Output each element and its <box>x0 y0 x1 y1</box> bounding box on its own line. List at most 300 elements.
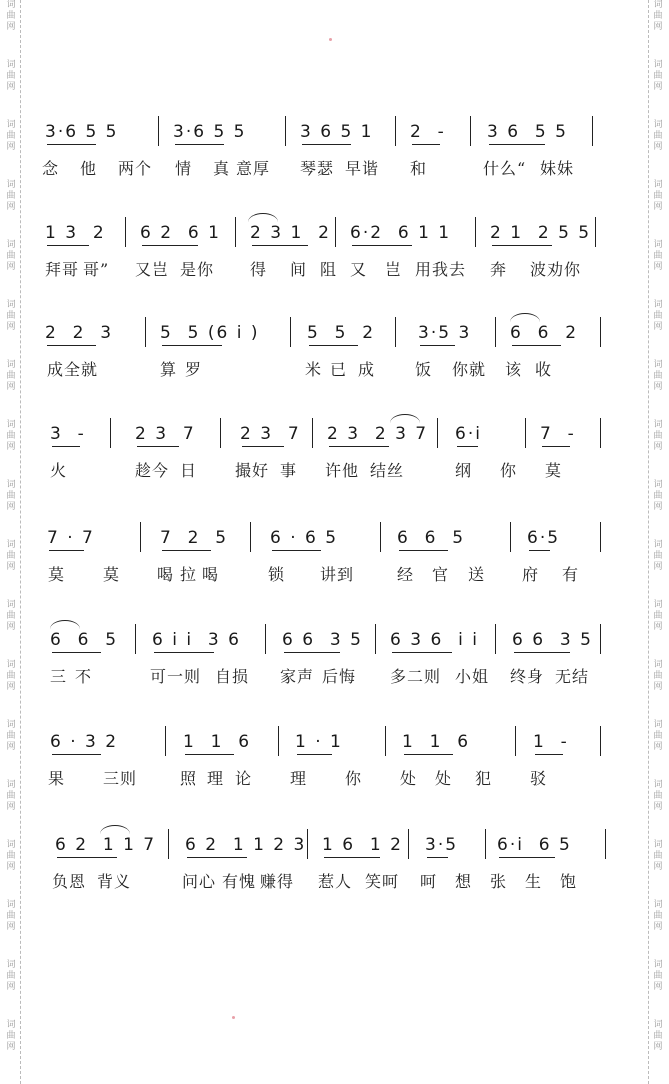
beam-underline <box>47 144 96 145</box>
measure-notes: 3 6 5 1 <box>300 122 374 142</box>
beam-underline <box>47 345 96 346</box>
watermark-char: 网 <box>6 682 16 692</box>
measure-notes: 6·2 6 1 1 <box>350 223 452 243</box>
watermark-char: 词 <box>6 600 16 610</box>
beam-underline <box>142 245 198 246</box>
beam-underline <box>187 857 247 858</box>
watermark-char: 词 <box>653 1020 663 1030</box>
lyric-word: 呵 <box>420 872 438 891</box>
lyric-word: 算 <box>160 360 178 379</box>
watermark-char: 词 <box>6 60 16 70</box>
lyric-word: 情 <box>175 159 193 178</box>
barline <box>592 116 593 146</box>
beam-underline <box>324 857 380 858</box>
watermark-char: 曲 <box>653 311 663 321</box>
measure-notes: 6 2 1 1 2 3 <box>185 835 307 855</box>
lyric-word: 经 <box>397 565 415 584</box>
watermark-char: 词 <box>6 0 16 10</box>
lyric-word: 岂 <box>385 260 403 279</box>
watermark-char: 词 <box>653 180 663 190</box>
lyric-word: 后悔 <box>322 667 357 686</box>
lyric-word: 问心 <box>182 872 217 891</box>
lyric-word: 和 <box>410 159 428 178</box>
lyric-word: 莫 <box>545 461 563 480</box>
lyric-word: 照 <box>180 769 198 788</box>
barline <box>220 418 221 448</box>
barline <box>380 522 381 552</box>
measure-notes: 5 5 (6 i ) <box>160 323 260 343</box>
watermark-char: 网 <box>653 622 663 632</box>
watermark-char: 曲 <box>6 371 16 381</box>
measure-notes: 6·5 <box>527 528 561 548</box>
watermark-char: 网 <box>653 682 663 692</box>
beam-underline <box>427 857 448 858</box>
watermark-char: 曲 <box>6 611 16 621</box>
measure-notes: 6 3 6 i i <box>390 630 479 650</box>
beam-underline <box>512 345 561 346</box>
lyric-word: 意厚 <box>236 159 271 178</box>
watermark-char: 曲 <box>6 791 16 801</box>
measure-notes: 7 · 7 <box>47 528 95 548</box>
lyric-word: 喝 <box>157 565 175 584</box>
barline <box>515 726 516 756</box>
lyric-word: 哥” <box>83 260 110 279</box>
lyric-word: 米 <box>305 360 323 379</box>
lyric-word: 送 <box>468 565 486 584</box>
watermark-char: 曲 <box>653 131 663 141</box>
lyric-word: 趁今 <box>135 461 170 480</box>
watermark-char: 词 <box>6 360 16 370</box>
beam-underline <box>52 652 101 653</box>
watermark-char: 词 <box>6 840 16 850</box>
notes-staff <box>0 223 669 249</box>
barline <box>395 116 396 146</box>
barline <box>312 418 313 448</box>
notes-staff <box>0 424 669 450</box>
watermark-char: 网 <box>653 142 663 152</box>
measure-notes: 2 3 7 <box>135 424 196 444</box>
watermark-char: 词 <box>653 600 663 610</box>
lyric-word: 犯 <box>475 769 493 788</box>
lyric-word: 莫 <box>103 565 121 584</box>
barline <box>158 116 159 146</box>
lyric-word: 讲到 <box>320 565 355 584</box>
barline <box>290 317 291 347</box>
watermark-char: 词 <box>653 780 663 790</box>
watermark-char: 曲 <box>6 71 16 81</box>
notes-staff <box>0 835 669 861</box>
beam-underline <box>49 550 84 551</box>
measure-notes: 6 6 3 5 <box>282 630 363 650</box>
lyric-word: 念 <box>42 159 60 178</box>
lyric-word: 拉 <box>180 565 198 584</box>
measure-notes: 1 6 1 2 <box>322 835 403 855</box>
barline <box>495 317 496 347</box>
watermark-char: 词 <box>653 0 663 10</box>
barline <box>395 317 396 347</box>
lyric-word: 纲 <box>455 461 473 480</box>
beam-underline <box>499 857 555 858</box>
watermark-char: 曲 <box>653 71 663 81</box>
beam-underline <box>242 446 284 447</box>
watermark-char: 网 <box>6 82 16 92</box>
watermark-char: 词 <box>653 360 663 370</box>
lyric-word: 锁 <box>268 565 286 584</box>
beam-underline <box>52 754 101 755</box>
lyric-word: 波劝你 <box>530 260 582 279</box>
watermark-char: 词 <box>6 480 16 490</box>
watermark-char: 网 <box>6 202 16 212</box>
lyric-word: 饭 <box>415 360 433 379</box>
watermark-char: 词 <box>653 120 663 130</box>
beam-underline <box>52 446 80 447</box>
lyric-word: 喝 <box>202 565 220 584</box>
beam-underline <box>284 652 340 653</box>
beam-underline <box>309 345 358 346</box>
beam-underline <box>154 652 214 653</box>
barline <box>600 418 601 448</box>
lyric-word: 想 <box>455 872 473 891</box>
watermark-char: 词 <box>653 420 663 430</box>
beam-underline <box>175 144 224 145</box>
watermark-char: 词 <box>6 960 16 970</box>
barline <box>600 726 601 756</box>
lyric-word: 许他 <box>325 461 360 480</box>
lyric-word: 笑呵 <box>365 872 400 891</box>
lyric-word: 他 <box>80 159 98 178</box>
beam-underline <box>162 345 222 346</box>
measure-notes: 6 · 6 5 <box>270 528 339 548</box>
barline <box>125 217 126 247</box>
watermark-char: 词 <box>6 120 16 130</box>
beam-underline <box>392 652 452 653</box>
watermark-char: 网 <box>6 562 16 572</box>
barline <box>265 624 266 654</box>
lyric-word: 琴瑟 <box>300 159 335 178</box>
slur <box>510 313 540 322</box>
watermark-char: 词 <box>653 900 663 910</box>
barline <box>408 829 409 859</box>
notes-staff <box>0 122 669 148</box>
lyric-word: 可一则 <box>150 667 202 686</box>
watermark-char: 网 <box>653 742 663 752</box>
barline <box>168 829 169 859</box>
watermark-char: 网 <box>6 622 16 632</box>
measure-notes: 3 - <box>50 424 86 444</box>
lyric-word: 事 <box>280 461 298 480</box>
watermark-char: 曲 <box>653 11 663 21</box>
slur <box>100 825 130 834</box>
watermark-char: 曲 <box>653 911 663 921</box>
lyric-word: 收 <box>535 360 553 379</box>
barline <box>605 829 606 859</box>
barline <box>525 418 526 448</box>
watermark-char: 曲 <box>6 251 16 261</box>
barline <box>110 418 111 448</box>
lyric-word: 处 <box>435 769 453 788</box>
watermark-char: 网 <box>653 442 663 452</box>
watermark-char: 曲 <box>653 491 663 501</box>
barline <box>385 726 386 756</box>
measure-notes: 3·6 5 5 <box>173 122 247 142</box>
measure-notes: 6·i 6 5 <box>497 835 572 855</box>
watermark-char: 网 <box>653 802 663 812</box>
beam-underline <box>329 446 389 447</box>
watermark-char: 网 <box>653 322 663 332</box>
barline <box>437 418 438 448</box>
lyric-word: 罗 <box>185 360 203 379</box>
measure-notes: 1 1 6 <box>183 732 252 752</box>
lyric-word: 家声 <box>280 667 315 686</box>
measure-notes: 1 - <box>533 732 569 752</box>
lyric-word: 间 <box>290 260 308 279</box>
lyric-word: 早谐 <box>345 159 380 178</box>
slur <box>390 414 420 423</box>
beam-underline <box>272 550 321 551</box>
measure-notes: 3·5 3 <box>418 323 472 343</box>
watermark-char: 词 <box>653 240 663 250</box>
lyric-word: 你 <box>345 769 363 788</box>
barline <box>485 829 486 859</box>
watermark-char: 曲 <box>653 671 663 681</box>
lyric-word: 官 <box>432 565 450 584</box>
measure-notes: 7 2 5 <box>160 528 229 548</box>
lyric-word: 背义 <box>97 872 132 891</box>
measure-notes: 3·6 5 5 <box>45 122 119 142</box>
watermark-char: 网 <box>6 322 16 332</box>
barline <box>510 522 511 552</box>
lyric-word: 论 <box>235 769 253 788</box>
lyric-word: 驳 <box>530 769 548 788</box>
barline <box>600 624 601 654</box>
watermark-char: 曲 <box>653 611 663 621</box>
watermark-char: 词 <box>6 780 16 790</box>
lyric-word: 火 <box>50 461 68 480</box>
lyric-word: 用我去 <box>415 260 467 279</box>
lyric-word: 成全就 <box>47 360 99 379</box>
watermark-char: 曲 <box>6 671 16 681</box>
measure-notes: 7 - <box>540 424 576 444</box>
measure-notes: 6·i <box>455 424 482 444</box>
watermark-char: 网 <box>653 862 663 872</box>
barline <box>495 624 496 654</box>
barline <box>235 217 236 247</box>
measure-notes: 5 5 2 <box>307 323 376 343</box>
watermark-char: 网 <box>6 142 16 152</box>
lyric-word: 处 <box>400 769 418 788</box>
lyric-word: 三 <box>50 667 68 686</box>
watermark-char: 词 <box>653 540 663 550</box>
lyric-word: 拜哥 <box>45 260 80 279</box>
watermark-char: 曲 <box>6 431 16 441</box>
watermark-char: 网 <box>6 802 16 812</box>
watermark-char: 网 <box>653 562 663 572</box>
watermark-char: 曲 <box>6 551 16 561</box>
watermark-char: 词 <box>6 900 16 910</box>
measure-notes: 1 3 2 <box>45 223 106 243</box>
beam-underline <box>492 245 552 246</box>
watermark-char: 网 <box>653 982 663 992</box>
barline <box>285 116 286 146</box>
watermark-char: 曲 <box>6 131 16 141</box>
watermark-char: 网 <box>6 742 16 752</box>
beam-underline <box>535 754 563 755</box>
lyric-word: 饱 <box>560 872 578 891</box>
watermark-char: 曲 <box>6 911 16 921</box>
watermark-char: 网 <box>6 442 16 452</box>
lyric-word: 终身 <box>510 667 545 686</box>
beam-underline <box>404 754 453 755</box>
lyric-word: 负恩 <box>52 872 87 891</box>
barline <box>145 317 146 347</box>
lyric-word: 撮好 <box>235 461 270 480</box>
watermark-char: 曲 <box>653 851 663 861</box>
watermark-char: 网 <box>6 922 16 932</box>
lyric-word: 成 <box>358 360 376 379</box>
beam-underline <box>420 345 455 346</box>
watermark-char: 词 <box>6 180 16 190</box>
measure-notes: 1 · 1 <box>295 732 343 752</box>
lyric-word: 两个 <box>118 159 153 178</box>
measure-notes: 6 6 5 <box>397 528 466 548</box>
measure-notes: 6 6 3 5 <box>512 630 593 650</box>
lyric-word: 该 <box>505 360 523 379</box>
barline <box>140 522 141 552</box>
measure-notes: 6 6 5 <box>50 630 119 650</box>
lyric-word: 是你 <box>180 260 215 279</box>
lyric-word: 什么“ <box>483 159 527 178</box>
lyric-word: 真 <box>213 159 231 178</box>
notes-staff <box>0 732 669 758</box>
watermark-char: 词 <box>6 660 16 670</box>
watermark-char: 曲 <box>653 191 663 201</box>
watermark-char: 网 <box>653 1042 663 1052</box>
barline <box>375 624 376 654</box>
watermark-char: 网 <box>6 862 16 872</box>
beam-underline <box>137 446 179 447</box>
measure-notes: 2 1 2 5 5 <box>490 223 592 243</box>
beam-underline <box>489 144 545 145</box>
watermark-char: 词 <box>6 540 16 550</box>
barline <box>475 217 476 247</box>
beam-underline <box>297 754 332 755</box>
measure-notes: 6 i i 3 6 <box>152 630 241 650</box>
watermark-char: 曲 <box>653 371 663 381</box>
measure-notes: 6 6 2 <box>510 323 579 343</box>
measure-notes: 2 3 2 3 7 <box>327 424 429 444</box>
watermark-char: 网 <box>6 502 16 512</box>
measure-notes: 3·5 <box>425 835 459 855</box>
watermark-char: 词 <box>653 840 663 850</box>
measure-notes: 6 2 6 1 <box>140 223 221 243</box>
watermark-char: 曲 <box>653 791 663 801</box>
watermark-char: 网 <box>6 22 16 32</box>
watermark-char: 曲 <box>6 11 16 21</box>
beam-underline <box>352 245 412 246</box>
barline <box>278 726 279 756</box>
lyric-word: 多二则 <box>390 667 442 686</box>
watermark-char: 词 <box>653 60 663 70</box>
barline <box>250 522 251 552</box>
lyric-word: 你就 <box>452 360 487 379</box>
watermark-char: 曲 <box>6 1031 16 1041</box>
watermark-char: 网 <box>653 382 663 392</box>
beam-underline <box>47 245 89 246</box>
barline <box>595 217 596 247</box>
lyric-word: 三则 <box>103 769 138 788</box>
watermark-char: 曲 <box>653 431 663 441</box>
measure-notes: 6 · 3 2 <box>50 732 119 752</box>
barline <box>600 317 601 347</box>
beam-underline <box>412 144 440 145</box>
beam-underline <box>185 754 234 755</box>
watermark-char: 词 <box>653 480 663 490</box>
lyric-word: 理 <box>290 769 308 788</box>
beam-underline <box>162 550 211 551</box>
lyric-word: 得 <box>250 260 268 279</box>
lyric-word: 又 <box>350 260 368 279</box>
watermark-char: 网 <box>653 502 663 512</box>
notes-staff <box>0 528 669 554</box>
slur <box>50 620 80 629</box>
measure-notes: 2 3 1 2 <box>250 223 331 243</box>
watermark-char: 曲 <box>6 731 16 741</box>
watermark-char: 网 <box>653 82 663 92</box>
beam-underline <box>514 652 570 653</box>
measure-notes: 1 1 6 <box>402 732 471 752</box>
lyric-word: 果 <box>48 769 66 788</box>
barline <box>307 829 308 859</box>
watermark-char: 曲 <box>653 971 663 981</box>
watermark-char: 词 <box>6 1020 16 1030</box>
watermark-char: 词 <box>653 300 663 310</box>
lyric-word: 日 <box>180 461 198 480</box>
barline <box>470 116 471 146</box>
watermark-char: 曲 <box>653 551 663 561</box>
beam-underline <box>542 446 570 447</box>
watermark-char: 词 <box>653 720 663 730</box>
watermark-char: 网 <box>6 1042 16 1052</box>
lyric-word: 府 <box>522 565 540 584</box>
watermark-char: 网 <box>653 922 663 932</box>
notes-staff <box>0 630 669 656</box>
watermark-char: 网 <box>653 202 663 212</box>
watermark-char: 曲 <box>653 731 663 741</box>
watermark-char: 词 <box>6 720 16 730</box>
lyric-word: 阻 <box>320 260 338 279</box>
barline <box>600 522 601 552</box>
watermark-char: 曲 <box>6 851 16 861</box>
lyric-word: 又岂 <box>135 260 170 279</box>
barline <box>165 726 166 756</box>
lyric-word: 莫 <box>48 565 66 584</box>
watermark-char: 网 <box>6 382 16 392</box>
beam-underline <box>529 550 550 551</box>
lyric-word: 赚得 <box>260 872 295 891</box>
watermark-char: 曲 <box>653 1031 663 1041</box>
beam-underline <box>252 245 308 246</box>
lyric-word: 理 <box>207 769 225 788</box>
watermark-char: 词 <box>6 300 16 310</box>
measure-notes: 2 3 7 <box>240 424 301 444</box>
watermark-char: 词 <box>6 240 16 250</box>
lyric-word: 结丝 <box>370 461 405 480</box>
measure-notes: 6 2 1 1 7 <box>55 835 157 855</box>
lyric-word: 不 <box>75 667 93 686</box>
beam-underline <box>57 857 117 858</box>
notes-staff <box>0 323 669 349</box>
beam-underline <box>399 550 448 551</box>
